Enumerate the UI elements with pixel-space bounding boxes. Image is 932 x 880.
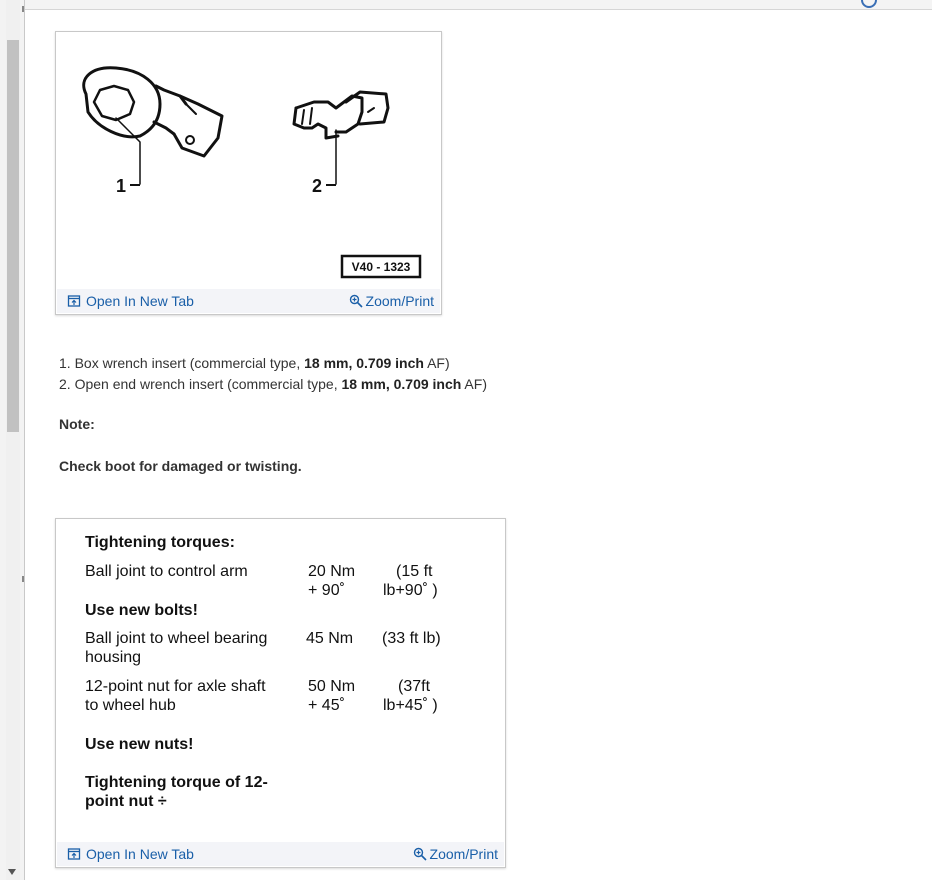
open-in-new-tab-label: Open In New Tab (86, 846, 194, 862)
info-icon[interactable] (861, 0, 877, 8)
open-in-new-tab-link[interactable] (67, 846, 194, 862)
zoom-icon (413, 847, 427, 861)
item-number: 1. (59, 355, 71, 371)
scroll-down-icon[interactable] (8, 869, 16, 875)
row-value: 20 Nm (308, 563, 356, 580)
list-item (59, 374, 487, 395)
item-number: 2. (59, 376, 71, 392)
row-value: + 90˚ (308, 582, 345, 599)
row-imperial: (15 ft (396, 563, 433, 580)
row-value: 50 Nm (308, 678, 356, 695)
check-boot-text: Check boot for damaged or twisting. (59, 458, 302, 474)
row-imperial: lb+90˚ ) (383, 582, 438, 599)
row-imperial: (37ft (398, 678, 431, 695)
open-tab-icon (67, 847, 81, 861)
wrench-insert-illustration (56, 32, 441, 290)
zoom-icon (349, 294, 363, 308)
figure-toolbar (57, 289, 440, 313)
use-new-bolts: Use new bolts! (85, 602, 198, 619)
note-heading: Note: (59, 416, 95, 432)
open-in-new-tab-link[interactable] (67, 293, 194, 309)
callout-1: 1 (116, 176, 127, 196)
list-item (59, 353, 487, 374)
figure-wrench-inserts (55, 31, 442, 315)
zoom-print-label: Zoom/Print (429, 846, 498, 862)
row-imperial: lb+45˚ ) (383, 697, 438, 714)
figure-tightening-torques (55, 518, 506, 868)
item-size: 18 mm, 0.709 inch (304, 355, 424, 371)
row-imperial: (33 ft lb) (382, 630, 441, 647)
row-desc: Ball joint to control arm (85, 563, 248, 580)
use-new-nuts: Use new nuts! (85, 736, 194, 753)
zoom-print-label: Zoom/Print (365, 293, 434, 309)
legend-list (59, 353, 487, 395)
item-size: 18 mm, 0.709 inch (341, 376, 462, 392)
item-text: Box wrench insert (commercial type, (74, 355, 305, 371)
row-value: 45 Nm (306, 630, 354, 647)
figure-toolbar (57, 842, 504, 866)
item-suffix: AF) (461, 376, 487, 392)
left-panel (0, 0, 25, 880)
callout-2: 2 (312, 176, 323, 196)
torque-12-point-heading: Tightening torque of 12- (85, 774, 268, 791)
open-tab-icon (67, 294, 81, 308)
row-desc: 12-point nut for axle shaft (85, 678, 266, 695)
row-desc: to wheel hub (85, 697, 176, 714)
top-bar (25, 0, 932, 10)
torque-12-point-heading: point nut ÷ (85, 793, 167, 810)
figure-code: V40 - 1323 (351, 260, 411, 274)
scrollbar-thumb[interactable] (7, 40, 19, 432)
zoom-print-link[interactable] (413, 846, 498, 862)
divider (22, 576, 24, 582)
divider (22, 6, 24, 12)
row-value: + 45˚ (308, 697, 345, 714)
row-desc: housing (85, 649, 142, 666)
open-in-new-tab-label: Open In New Tab (86, 293, 194, 309)
item-text: Open end wrench insert (commercial type, (74, 376, 342, 392)
row-desc: Ball joint to wheel bearing (85, 630, 268, 647)
zoom-print-link[interactable] (349, 293, 434, 309)
torques-title: Tightening torques: (85, 534, 235, 551)
item-suffix: AF) (423, 355, 450, 371)
